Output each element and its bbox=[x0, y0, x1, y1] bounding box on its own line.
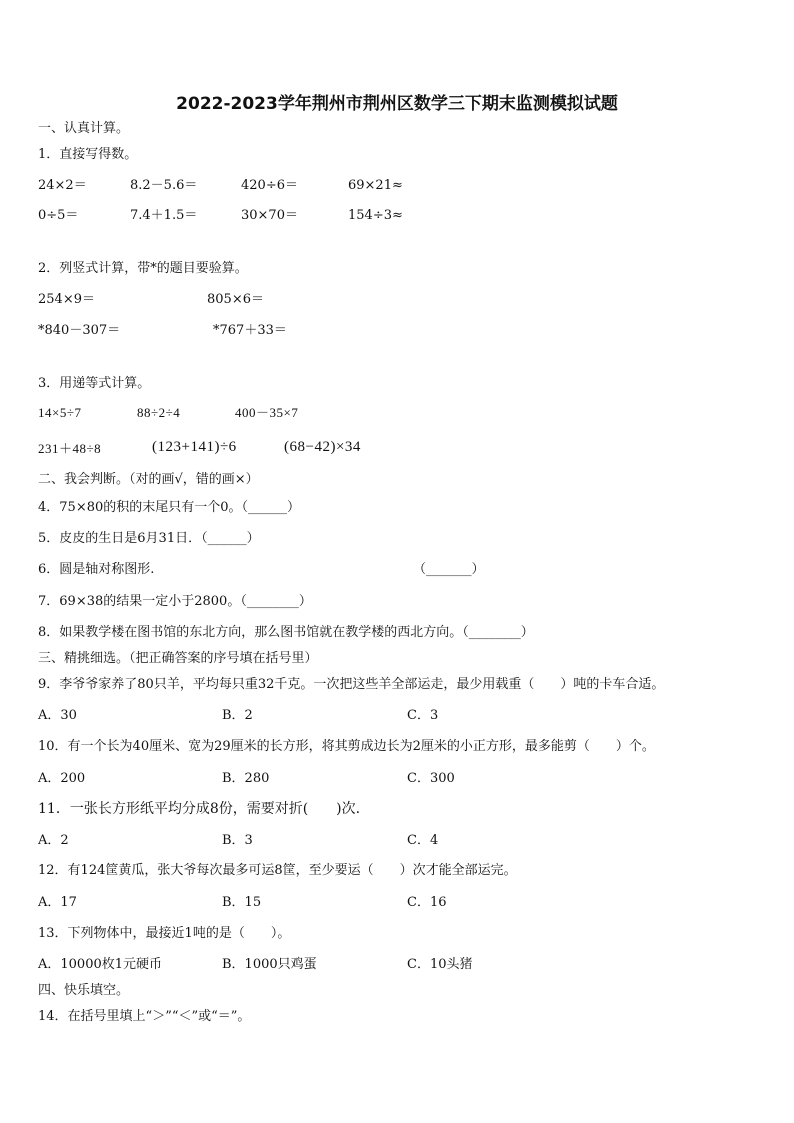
section-3-heading: 三、精挑细选。（把正确答案的序号填在括号里） bbox=[38, 651, 318, 666]
judge-answer-blank[interactable]: （_______） bbox=[413, 562, 485, 577]
q2-item: *840－307＝ bbox=[38, 323, 121, 338]
q3-item: (123+141)÷6 bbox=[152, 439, 237, 455]
choice-option-a[interactable]: A．2 bbox=[38, 833, 69, 848]
choice-option-b[interactable]: B．15 bbox=[222, 895, 262, 910]
choice-option-a[interactable]: A．200 bbox=[38, 771, 86, 786]
choice-question: 9．李爷爷家养了80只羊，平均每只重32千克。一次把这些羊全部运走，最少用载重（ ）吨的卡车合适。 bbox=[38, 677, 665, 692]
q1-item: 8.2－5.6＝ bbox=[130, 178, 198, 193]
judge-question: 4．75×80的积的末尾只有一个0。（______） bbox=[38, 500, 301, 515]
q1-label: 1．直接写得数。 bbox=[38, 147, 138, 162]
q1-item: 420÷6＝ bbox=[241, 178, 298, 193]
q1-item: 154÷3≈ bbox=[348, 208, 403, 223]
choice-option-b[interactable]: B．1000只鸡蛋 bbox=[222, 957, 317, 972]
section-1-heading: 一、认真计算。 bbox=[38, 121, 130, 136]
q2-label: 2．列竖式计算，带*的题目要验算。 bbox=[38, 261, 248, 276]
q3-item: 400－35×7 bbox=[235, 405, 299, 420]
q1-item: 30×70＝ bbox=[241, 208, 298, 223]
choice-option-c[interactable]: C．10头猪 bbox=[407, 957, 473, 972]
choice-option-c[interactable]: C．3 bbox=[407, 708, 439, 723]
q3-item: 14×5÷7 bbox=[38, 405, 82, 420]
q1-item: 0÷5＝ bbox=[38, 208, 79, 223]
choice-option-c[interactable]: C．16 bbox=[407, 895, 447, 910]
choice-option-b[interactable]: B．280 bbox=[222, 771, 270, 786]
q3-item: 231＋48÷8 bbox=[38, 441, 102, 456]
judge-question: 8．如果教学楼在图书馆的东北方向，那么图书馆就在教学楼的西北方向。（________） bbox=[38, 625, 534, 640]
q3-label: 3．用递等式计算。 bbox=[38, 376, 151, 391]
choice-question: 11．一张长方形纸平均分成8份，需要对折( )次. bbox=[38, 801, 361, 817]
q1-item: 24×2＝ bbox=[38, 178, 87, 193]
choice-option-a[interactable]: A．10000枚1元硬币 bbox=[38, 957, 163, 972]
exam-title: 2022-2023学年荆州市荆州区数学三下期末监测模拟试题 bbox=[176, 94, 618, 114]
choice-option-b[interactable]: B．2 bbox=[222, 708, 253, 723]
q1-item: 69×21≈ bbox=[348, 178, 403, 193]
choice-option-b[interactable]: B．3 bbox=[222, 833, 253, 848]
fill-question: 14．在括号里填上“＞”“＜”或“＝”。 bbox=[38, 1009, 251, 1024]
choice-option-c[interactable]: C．4 bbox=[407, 833, 439, 848]
q2-item: *767＋33＝ bbox=[213, 323, 287, 338]
choice-option-a[interactable]: A．17 bbox=[38, 895, 77, 910]
section-4-heading: 四、快乐填空。 bbox=[38, 983, 130, 998]
judge-question: 7．69×38的结果一定小于2800。（________） bbox=[38, 594, 312, 609]
choice-question: 13．下列物体中，最接近1吨的是（ ）。 bbox=[38, 926, 291, 941]
choice-question: 10．有一个长为40厘米、宽为29厘米的长方形，将其剪成边长为2厘米的小正方形，最多能剪（ ）个。 bbox=[38, 739, 655, 754]
q2-item: 254×9＝ bbox=[38, 292, 95, 307]
choice-option-a[interactable]: A．30 bbox=[38, 708, 77, 723]
q1-item: 7.4＋1.5＝ bbox=[130, 208, 198, 223]
judge-question: 5．皮皮的生日是6月31日．（______） bbox=[38, 531, 260, 546]
judge-question: 6．圆是轴对称图形. bbox=[38, 562, 155, 577]
q3-item: 88÷2÷4 bbox=[137, 405, 181, 420]
choice-option-c[interactable]: C．300 bbox=[407, 771, 455, 786]
choice-question: 12．有124筐黄瓜，张大爷每次最多可运8筐，至少要运（ ）次才能全部运完。 bbox=[38, 863, 517, 878]
section-2-heading: 二、我会判断。（对的画√，错的画×） bbox=[38, 472, 259, 487]
q3-item: (68−42)×34 bbox=[284, 439, 361, 455]
q2-item: 805×6＝ bbox=[207, 292, 264, 307]
